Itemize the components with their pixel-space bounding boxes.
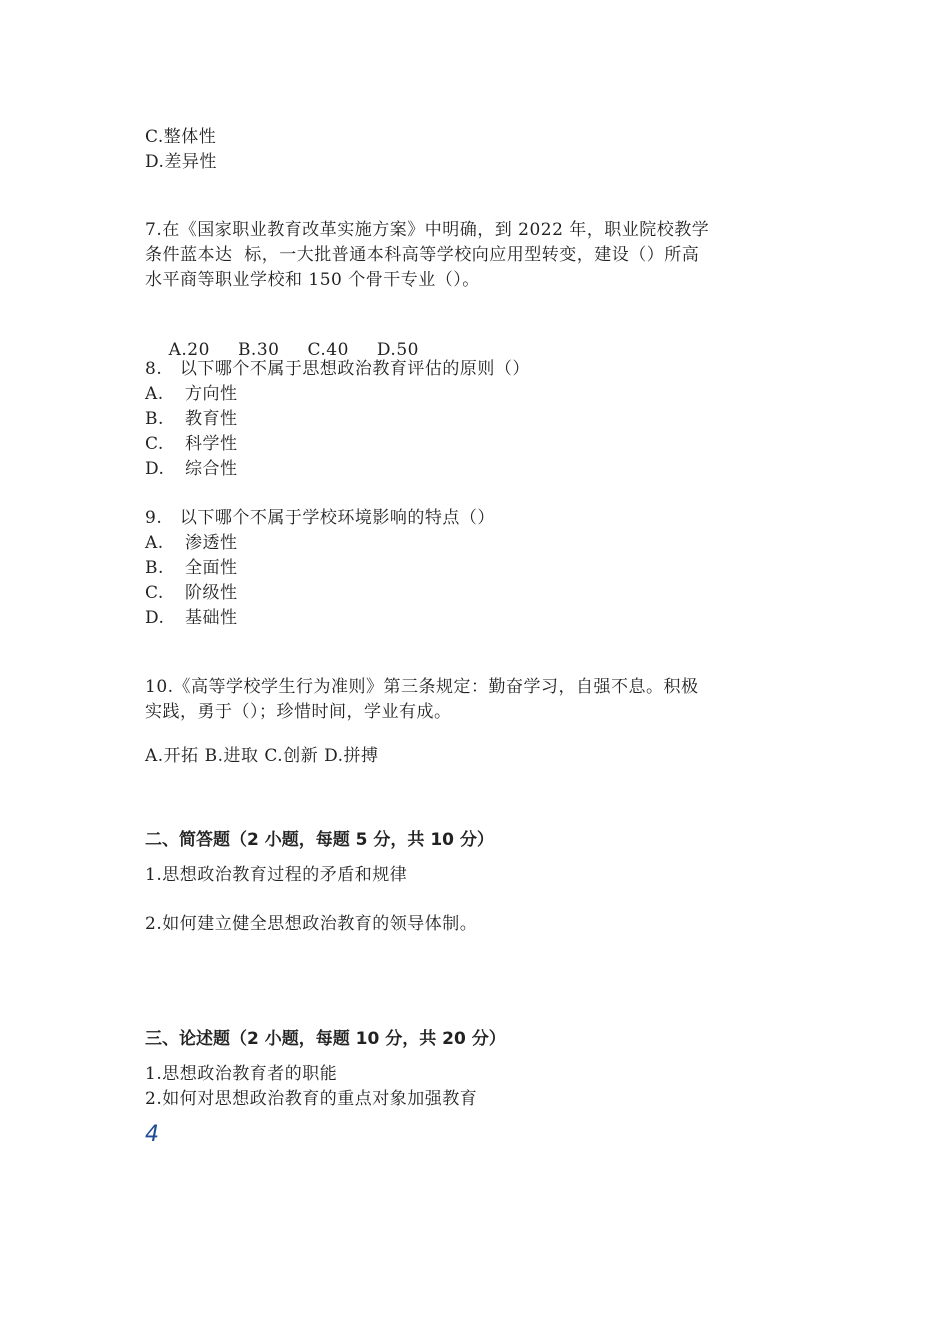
q10-options: A.开拓 B.进取 C.创新 D.拼搏 <box>145 746 379 766</box>
q8-option-b: B. 教育性 <box>145 409 238 429</box>
q9-option-d: D. 基础性 <box>145 608 238 628</box>
q8-stem: 8. 以下哪个不属于思想政治教育评估的原则（） <box>145 359 530 379</box>
q7-option: B.30 <box>237 340 280 360</box>
q7-stem-line3: 水平商等职业学校和 150 个骨干专业（）。 <box>145 270 480 290</box>
section3-question-2: 2.如何对思想政治教育的重点对象加强教育 <box>145 1089 478 1109</box>
q8-option-d: D. 综合性 <box>145 459 238 479</box>
q7-option: C.40 <box>307 340 349 360</box>
page-number: 4 <box>145 1122 159 1147</box>
q7-stem-line2: 条件蓝本达 标，一大批普通本科高等学校向应用型转变，建设（）所高 <box>145 245 700 265</box>
section2-heading: 二、简答题（2 小题，每题 5 分，共 10 分） <box>145 830 494 850</box>
q7-option: A.20 <box>168 340 210 360</box>
q10-stem-line1: 10.《高等学校学生行为准则》第三条规定：勤奋学习，自强不息。积极 <box>145 677 699 697</box>
q8-option-c: C. 科学性 <box>145 434 238 454</box>
q9-option-c: C. 阶级性 <box>145 583 238 603</box>
q7-stem-line1: 7.在《国家职业教育改革实施方案》中明确，到 2022 年，职业院校教学 <box>145 220 710 240</box>
q6-option-d: D.差异性 <box>145 152 217 172</box>
section3-heading: 三、论述题（2 小题，每题 10 分，共 20 分） <box>145 1029 506 1049</box>
q10-stem-line2: 实践，勇于（）；珍惜时间，学业有成。 <box>145 702 452 722</box>
section2-question-2: 2.如何建立健全思想政治教育的领导体制。 <box>145 914 478 934</box>
q7-option: D.50 <box>376 340 419 360</box>
q9-option-a: A. 渗透性 <box>145 533 238 553</box>
q8-option-a: A. 方向性 <box>145 384 238 404</box>
section2-question-1: 1.思想政治教育过程的矛盾和规律 <box>145 865 408 885</box>
q9-stem: 9. 以下哪个不属于学校环境影响的特点（） <box>145 508 495 528</box>
q9-option-b: B. 全面性 <box>145 558 238 578</box>
section3-question-1: 1.思想政治教育者的职能 <box>145 1064 338 1084</box>
q6-option-c: C.整体性 <box>145 127 217 147</box>
